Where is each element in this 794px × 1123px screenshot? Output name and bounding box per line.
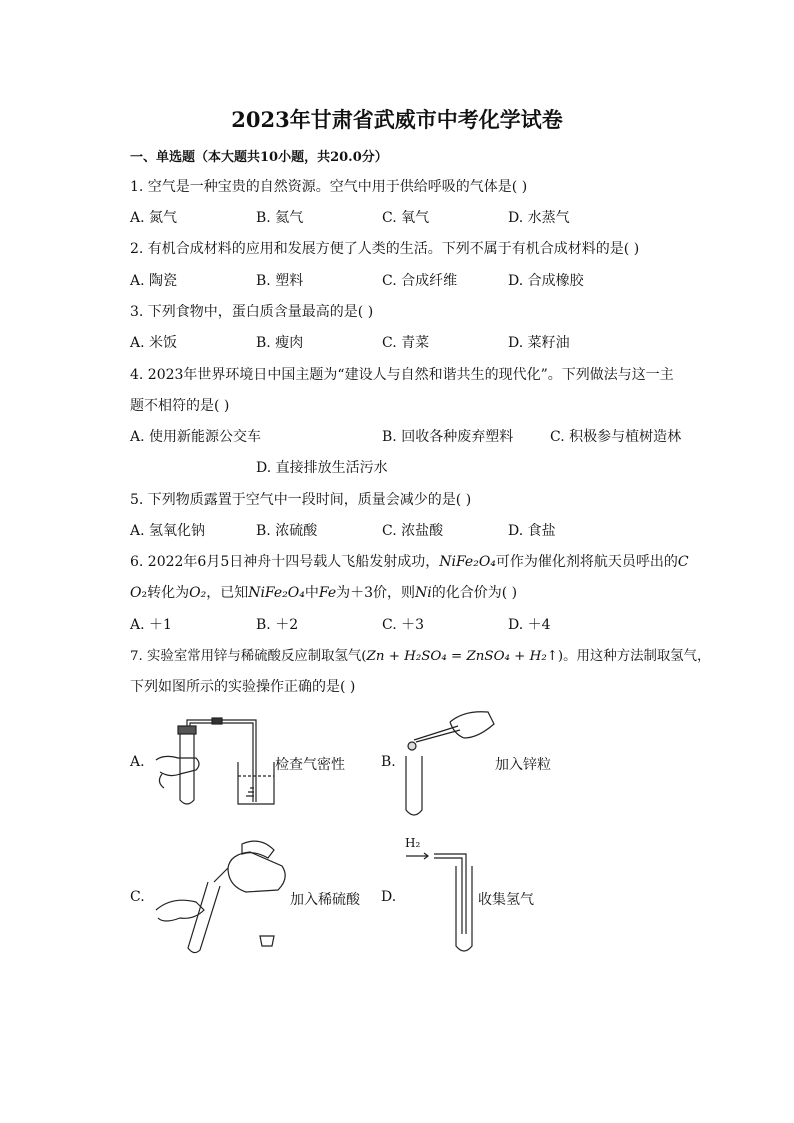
q4-option-b: B. 回收各种废弃塑料 [382,429,514,445]
question-2-stem: 2. 有机合成材料的应用和发展方便了人类的生活。下列不属于有机合成材料的是( ) [130,241,640,257]
q6-text-2: 可作为催化剂将航天员呼出的 [495,554,678,570]
q1-option-c: C. 氧气 [382,210,430,226]
q3-option-a: A. 米饭 [130,335,178,351]
q4-option-c: C. 积极参与植树造林 [550,429,682,445]
q7-text-1: 7. 实验室常用锌与稀硫酸反应制取氢气( [130,649,367,664]
question-3-stem: 3. 下列食物中，蛋白质含量最高的是( ) [130,304,374,320]
fig-d-delivery-tube [434,854,466,934]
page-title: 2023年甘肃省武威市中考化学试卷 [231,107,563,132]
fig-a-label: 检查气密性 [275,757,345,773]
q6-text-6: 为＋3价，则 [336,585,416,601]
fig-a-letter: A. [130,754,145,770]
q6-option-d: D. ＋4 [508,617,551,633]
question-6-stem-line2 [130,582,517,602]
q4-option-d: D. 直接排放生活污水 [256,460,388,476]
fig-d-letter: D. [381,889,397,905]
section-heading: 一、单选题（本大题共10小题，共20.0分） [130,150,388,165]
q6-option-a: A. ＋1 [130,617,172,633]
fig-a-stopper [178,726,196,734]
q2-option-b: B. 塑料 [256,273,304,289]
fig-d-label: 收集氢气 [478,892,534,908]
fig-a-tube-joint [212,718,222,724]
q6-formula-ni: Ni [415,585,432,601]
fig-c-label: 加入稀硫酸 [290,892,360,908]
q6-formula-nife2o4-2: NiFe₂O₄ [248,585,305,601]
q6-text-7: 的化合价为( ) [431,585,518,601]
fig-b-letter: B. [381,754,396,770]
fig-d-test-tube [456,866,472,951]
q3-option-c: C. 青菜 [382,335,430,351]
question-7-stem-line1 [130,645,710,664]
question-1-stem: 1. 空气是一种宝贵的自然资源。空气中用于供给呼吸的气体是( ) [130,179,528,195]
q6-text-1: 6. 2022年6月5日神舟十四号载人飞船发射成功， [130,554,440,570]
fig-b-test-tube [406,756,422,815]
question-7-stem-line2: 下列如图所示的实验操作正确的是( ) [130,679,356,695]
fig-c-bottle-mouth [214,868,228,882]
fig-c-letter: C. [130,889,145,905]
figure-a-airtightness-check [150,712,280,812]
figure-b-adding-zinc [398,704,498,820]
q5-option-c: C. 浓盐酸 [382,523,444,539]
q6-option-b: B. ＋2 [256,617,299,633]
q1-option-d: D. 水蒸气 [508,210,570,226]
fig-d-arrow [406,853,428,859]
question-6-stem-line1 [130,551,689,571]
q4-option-a: A. 使用新能源公交车 [130,429,262,445]
q3-option-b: B. 瘦肉 [256,335,304,351]
q1-option-a: A. 氮气 [130,210,178,226]
question-5-stem: 5. 下列物质露置于空气中一段时间，质量会减少的是( ) [130,492,472,508]
q6-formula-o2: O₂ [189,585,207,601]
q7-equation: Zn + H₂SO₄ = ZnSO₄ + H₂↑ [366,649,558,664]
q6-formula-fe: Fe [318,585,337,601]
q6-formula-nife2o4: NiFe₂O₄ [439,554,496,570]
fig-b-label: 加入锌粒 [495,757,551,773]
q6-text-5: 中 [304,585,319,601]
question-4-stem-line1: 4. 2023年世界环境日中国主题为“建设人与自然和谐共生的现代化”。下列做法与这一主 [130,367,674,383]
q6-text-3: ₂转化为 [141,585,190,601]
fig-a-hand [156,756,199,788]
fig-a-tube [187,720,256,802]
q6-text-o: O [130,585,142,601]
q6-option-c: C. ＋3 [382,617,425,633]
fig-d-gas-label: H₂ [405,836,421,850]
figure-c-adding-acid [150,838,295,956]
q2-option-c: C. 合成纤维 [382,273,458,289]
q1-option-b: B. 氦气 [256,210,304,226]
q7-text-2: )。用这种方法制取氢气， [557,649,711,664]
question-4-stem-line2: 题不相符的是( ) [130,398,230,414]
q5-option-a: A. 氢氧化钠 [130,523,206,539]
q6-text-c: C [677,554,689,570]
q5-option-b: B. 浓硫酸 [256,523,318,539]
fig-c-reagent-bottle [228,852,285,892]
fig-b-zinc-granule [408,742,416,750]
q2-option-a: A. 陶瓷 [130,273,178,289]
q3-option-d: D. 菜籽油 [508,335,570,351]
q6-text-4: ，已知 [206,585,249,601]
fig-b-hand [450,712,494,738]
fig-c-stopper [260,936,274,946]
fig-a-test-tube [180,726,194,804]
q5-option-d: D. 食盐 [508,523,556,539]
figure-d-collecting-hydrogen [402,848,482,958]
q2-option-d: D. 合成橡胶 [508,273,584,289]
